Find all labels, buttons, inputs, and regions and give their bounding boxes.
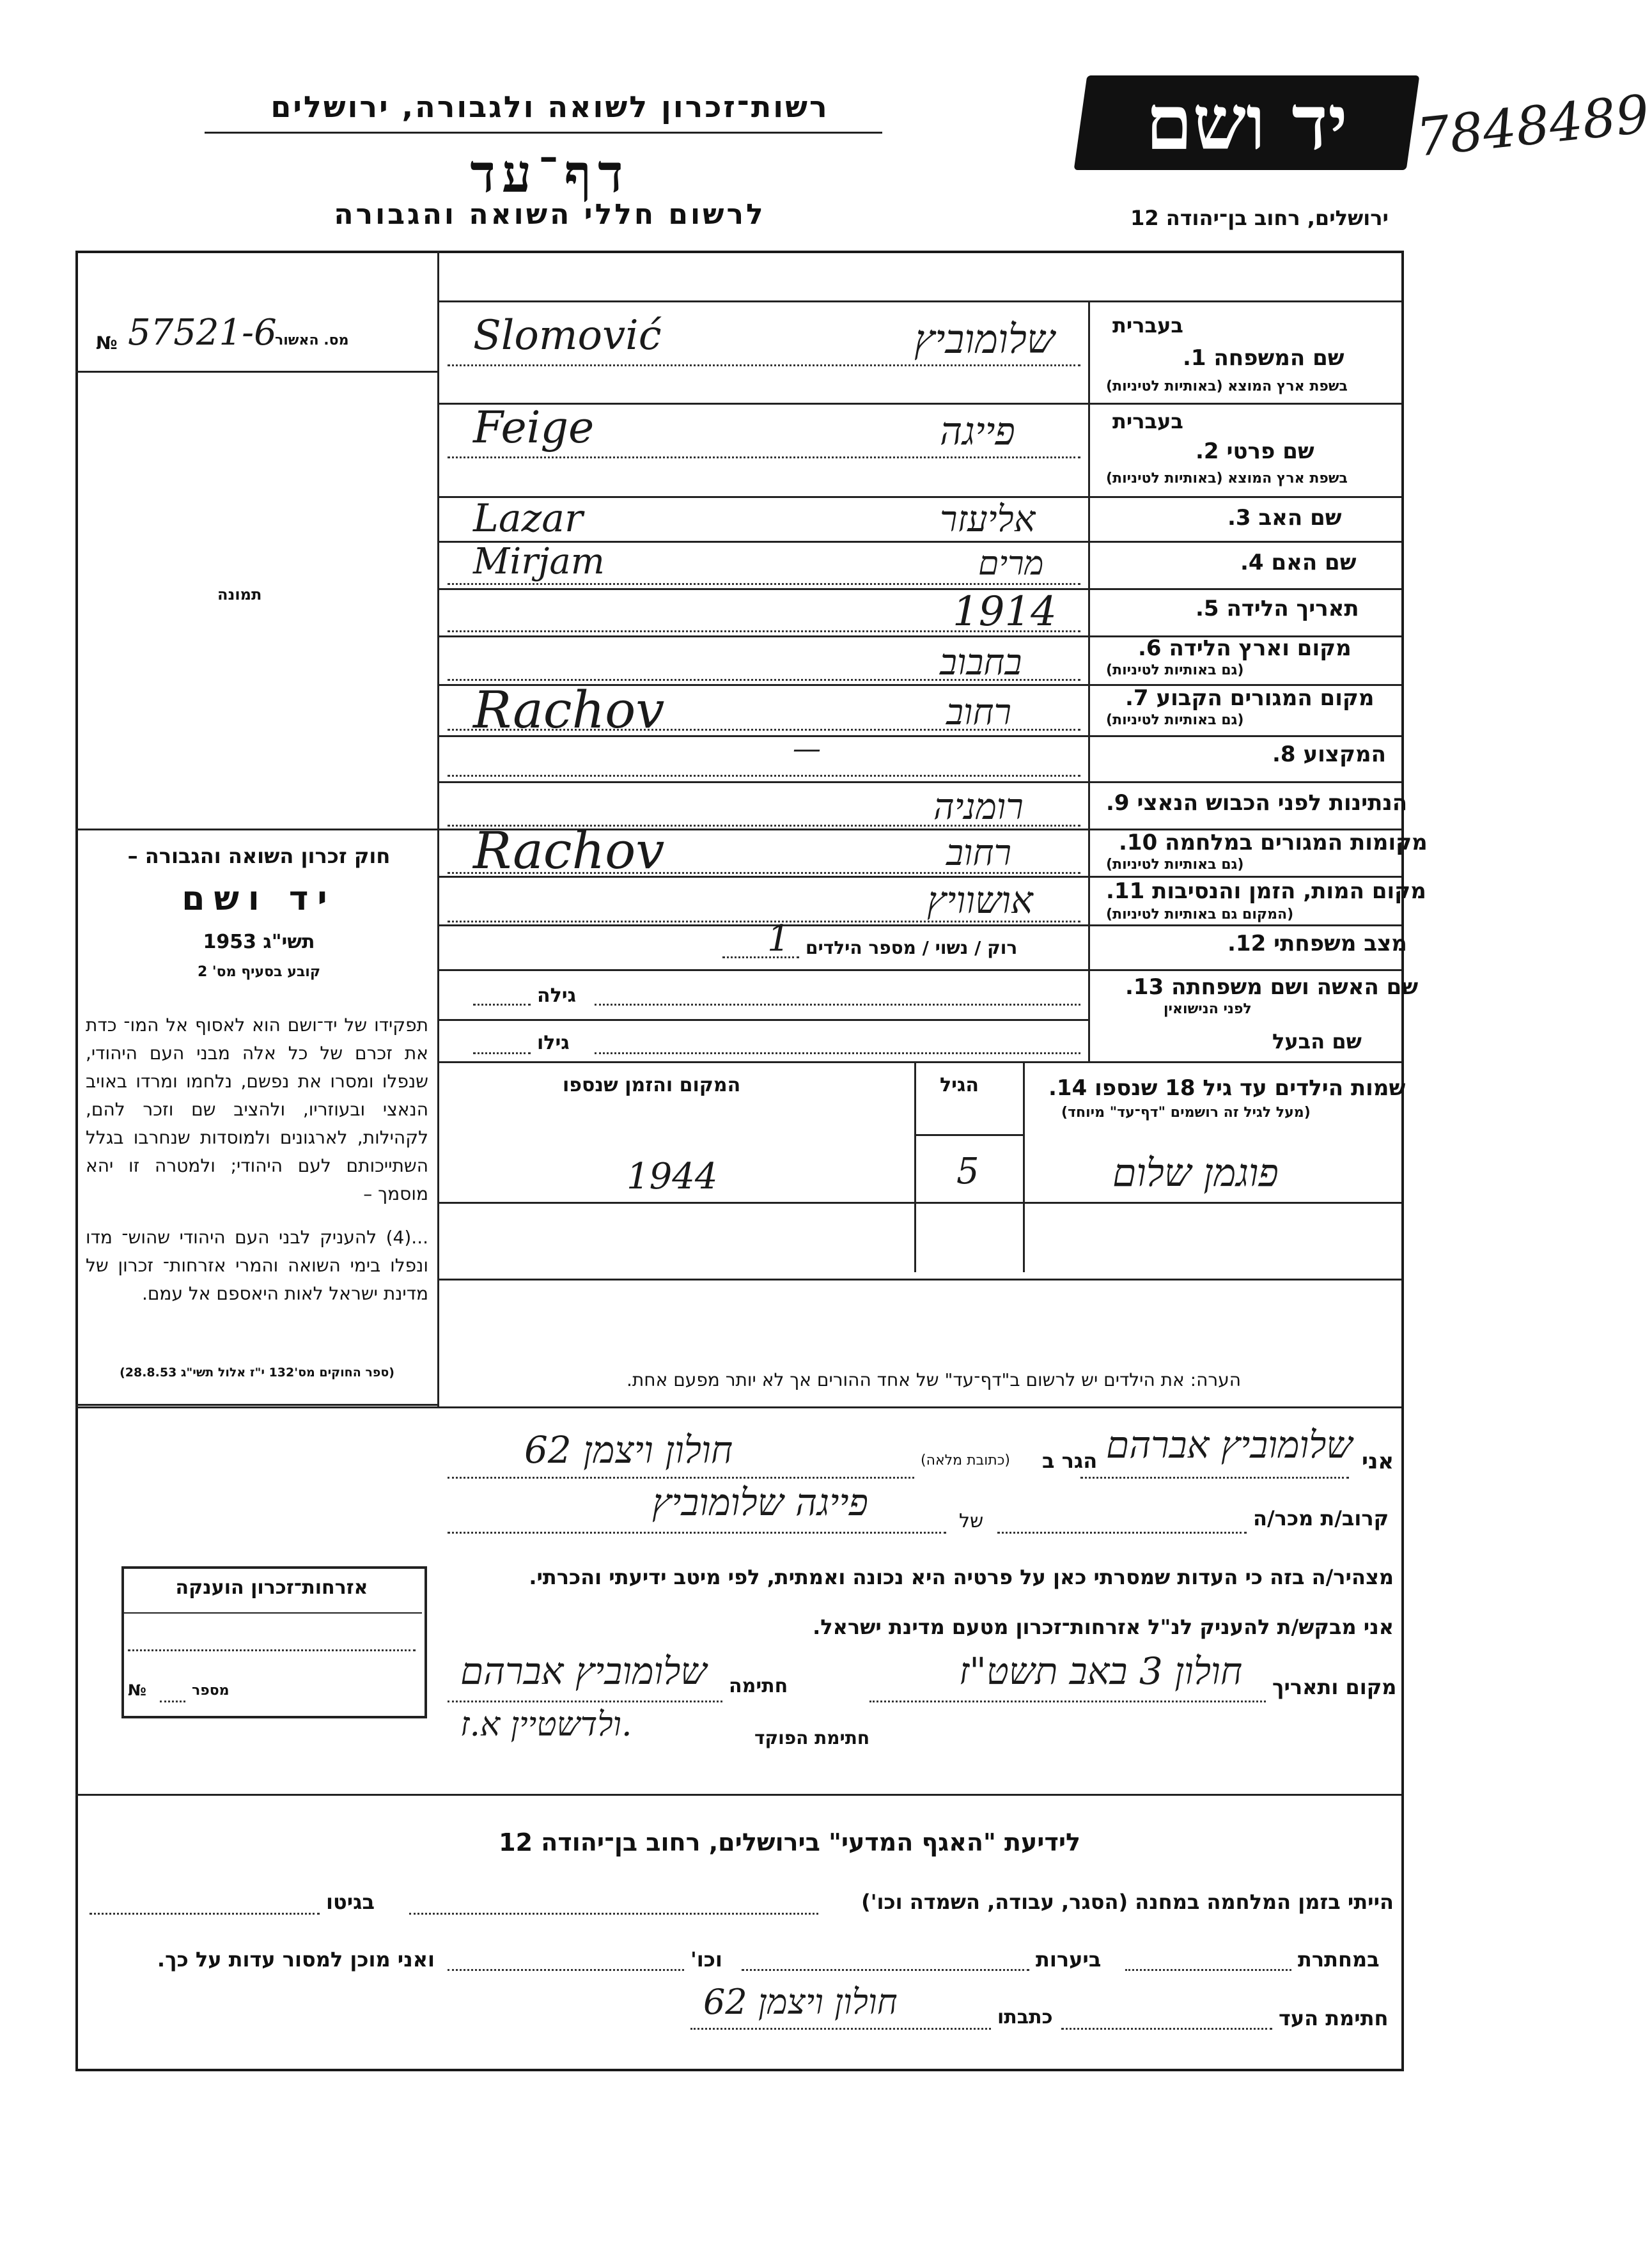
family-name-hebrew: שלומוביץ [914, 316, 1055, 362]
place-date-value: חולון 3 באב תשט"ז [959, 1649, 1243, 1693]
field-1-number: 1. [1183, 345, 1206, 371]
field-3-label [1227, 505, 1342, 531]
residence-latin: Rachov [473, 680, 665, 740]
law-text: תפקידו של יד־ושם הוא לאסוף אל המו־ כדת את זכרם של כל אלה מבני העם היהודי, שנפלו ומסרו את נפשם, נלחמו ומרדו באויב הנאצי ובעוזריו, ולהציב שם וזכר להם, לקהילות, לארגונים ולמוסדות שנחרבו בגלל השתייכותם לעם היהודי; ולמטרה זו יהא מוסמך – [86, 1015, 428, 1204]
field-13-sub: לפני הנישואין [1164, 1001, 1252, 1017]
field-10-label [1119, 830, 1428, 855]
decl-residing: הגר ב [1042, 1449, 1098, 1473]
field-14-label [1048, 1075, 1405, 1101]
father-name-latin: Lazar [473, 496, 583, 541]
citizenship-box-title: אזרחות־זכרון הוענקה [175, 1576, 368, 1599]
wife-name-label: שם האשה ושם משפחתה [1171, 974, 1419, 1000]
occupation-value: — [793, 733, 821, 765]
form-title: דף־עד [470, 143, 630, 205]
approval-no-sign: № [96, 332, 118, 354]
child-age: 5 [956, 1151, 979, 1192]
mother-name-label: שם האם [1271, 550, 1357, 575]
husband-name-label: שם הבעל [1272, 1029, 1362, 1054]
wife-age-label: גילה [537, 985, 576, 1007]
approval-number: 57521-6 [128, 312, 277, 354]
witness-address-label: כתבתו [997, 2006, 1053, 2028]
field-2-sub: בשפת ארץ המוצא (באותיות לטיניות) [1106, 471, 1348, 487]
residence-hebrew: רחוב [946, 692, 1011, 733]
mother-name-latin: Mirjam [473, 541, 605, 582]
death-place-label: מקום המות, הזמן והנסיבות [1152, 878, 1426, 904]
birth-date-label: תאריך הלידה [1226, 596, 1359, 621]
wartime-residence-label: מקומות המגורים במלחמה [1165, 830, 1428, 855]
decl-i: אני [1362, 1449, 1394, 1474]
field-1-label [1183, 345, 1344, 371]
father-name-hebrew: אליעזר [940, 499, 1036, 540]
field-1-sub: בשפת ארץ המוצא (באותיות לטיניות) [1106, 378, 1348, 394]
field-7-label [1125, 685, 1375, 711]
first-name-latin: Feige [473, 403, 595, 453]
family-name-latin: Slomović [473, 312, 662, 359]
field-6-sub: (גם באותיות לטיניות) [1106, 662, 1244, 678]
in-hebrew-label-2: בעברית [1112, 409, 1183, 433]
family-name-label: שם המשפחה [1213, 345, 1344, 371]
field-6-label [1138, 635, 1352, 661]
field-5-number: 5. [1196, 596, 1219, 621]
field-14-sub: (מעל לגיל זה רושמים "דף־עד" מיוחד) [1061, 1105, 1311, 1121]
mother-name-hebrew: מרים [978, 545, 1044, 583]
father-name-label: שם האב [1258, 505, 1342, 531]
field-11-sub: (המקום גם באותיות לטיניות) [1106, 907, 1294, 922]
children-names-label: שמות הילדים עד גיל 18 שנספו [1095, 1075, 1406, 1101]
citizenship-label: הנתינות לפני הכבוש הנאצי [1137, 790, 1408, 816]
children-count: 1 [767, 918, 790, 960]
field-2-number: 2. [1196, 439, 1219, 464]
note: הערה: את הילדים יש לרשום ב"דף־עד" של אחד ההורים אך לא יותר מפעם אחת. [627, 1369, 1242, 1390]
field-12-label [1227, 931, 1407, 956]
law-citation: (ספר החוקים מס'132 י"ז אלול תשי"ג 28.8.53) [120, 1366, 394, 1380]
field-10-sub: (גם באותיות לטיניות) [1106, 857, 1244, 873]
decl-of: של [959, 1510, 984, 1532]
field-13-label [1125, 974, 1418, 1000]
wartime-residence-hebrew: רחוב [946, 832, 1011, 874]
field-3-number: 3. [1227, 505, 1251, 531]
in-hebrew-label-1: בעברית [1112, 313, 1183, 338]
marital-status-label: מצב משפחתי [1274, 931, 1407, 956]
signature-label: חתימה [729, 1675, 788, 1697]
field-7-number: 7. [1125, 685, 1149, 711]
marital-status-options: רוק / נשוי / מספר הילדים [806, 937, 1018, 958]
field-6-number: 6. [1138, 635, 1162, 661]
inspector-signature-label: חתימת הפוקד [754, 1727, 870, 1748]
field-9-number: 9. [1106, 790, 1130, 816]
field-11-number: 11. [1106, 878, 1145, 904]
field-5-label [1196, 596, 1359, 621]
birth-place-label: מקום וארץ הלידה [1169, 635, 1352, 661]
death-place-hebrew: אושוויץ [927, 878, 1033, 922]
address: ירושלים, רחוב בן־יהודה 12 [1130, 206, 1389, 230]
witness-address-value: חולון ויצמן 62 [703, 1982, 898, 2022]
declarant-address: חולון ויצמן 62 [524, 1428, 733, 1472]
decl-statement-2: אני מבקש/ת להעניק לנ"ל אזרחות־זכרון מטעם מדינת ישראל. [813, 1615, 1394, 1639]
decl-statement-1: מצהיר/ה בזה כי העדות שמסרתי כאן על פרטיה היא נכונה ואמתית, לפי מיטב ידיעתי והכרתי. [529, 1565, 1394, 1589]
bottom-underground: במחתרת [1298, 1947, 1380, 1972]
first-name-hebrew: פייגה [940, 409, 1015, 454]
field-4-number: 4. [1240, 550, 1264, 575]
occupation-label: המקצוע [1303, 742, 1386, 767]
bottom-title: לידיעת "האגף המדעי" בירושלים, רחוב בן־יהודה 12 [499, 1828, 1080, 1857]
field-8-label [1272, 742, 1386, 767]
bottom-ready: ואני מוכן למסור עדות על כך. [157, 1947, 435, 1972]
citizenship-box-number: מספר [192, 1683, 230, 1699]
law-text-clause-4: ...(4) להעניק לבני העם היהודי שהוש־ מדו ונפלו בימי השואה והמרי אזרחות־ זכרון של מדינת ישראל לאות היאספם אל עמם. [86, 1227, 428, 1304]
archive-number: 7848489 [1414, 84, 1652, 169]
field-13-number: 13. [1125, 974, 1164, 1000]
residence-label: מקום המגורים הקבוע [1156, 685, 1375, 711]
field-4-label [1240, 550, 1357, 575]
deceased-name-ref: פייגה שלומוביץ [652, 1481, 869, 1524]
field-8-number: 8. [1272, 742, 1296, 767]
decl-relative: קרוב/ת מכר/ה [1253, 1506, 1389, 1530]
field-10-number: 10. [1119, 830, 1158, 855]
child-age-header: הגיל [940, 1074, 979, 1096]
law-name: יד ושם [182, 880, 336, 918]
law-clause: קובע בסעיף מס' 2 [197, 964, 321, 980]
bottom-ghetto: בגיטו [326, 1890, 375, 1914]
inspector-signature: ולדשטיין א.ז. [460, 1706, 632, 1744]
authority-name: רשות־זכרון לשואה ולגבורה, ירושלים [270, 90, 829, 124]
field-2-label [1196, 439, 1314, 464]
citizenship-hebrew: רומניה [933, 786, 1024, 828]
child-death-year: 1944 [627, 1156, 718, 1197]
field-12-number: 12. [1227, 931, 1266, 956]
witness-signature-label: חתימת העד [1279, 2006, 1389, 2030]
field-7-sub: (גם באותיות לטיניות) [1106, 712, 1244, 728]
photo-label: תמונה [217, 586, 262, 603]
field-9-label [1106, 790, 1407, 816]
child-place-header: המקום והזמן שנספו [563, 1074, 741, 1096]
approval-label: מס. האשור [275, 332, 349, 348]
declarant-signature: שלומוביץ אברהם [460, 1649, 707, 1693]
field-11-label [1106, 878, 1426, 904]
declarant-name: שלומוביץ אברהם [1106, 1423, 1353, 1467]
citizenship-box-no: № [128, 1681, 146, 1699]
logo-text: יד ושם [1145, 78, 1348, 167]
bottom-etc: וכו' [690, 1947, 722, 1972]
husband-age-label: גילו [537, 1032, 570, 1054]
field-14-number: 14. [1048, 1075, 1087, 1101]
law-title: חוק זכרון השואה והגבורה – [127, 844, 391, 868]
law-year: תשי"ג 1953 [203, 931, 315, 953]
birth-place-hebrew: בחבוב [940, 642, 1022, 683]
birth-date-value: 1914 [953, 588, 1057, 635]
bottom-camp-line: הייתי בזמן המלחמה במחנה (הסגר, עבודה, השמדה וכו') [861, 1890, 1394, 1914]
form-subtitle: לרשום חללי השואה והגבורה [334, 198, 766, 231]
wartime-residence-latin: Rachov [473, 821, 665, 880]
child-name: פוגמן שלום [1112, 1151, 1279, 1195]
first-name-label: שם פרטי [1226, 439, 1314, 464]
decl-address-hint: (כתובת מלאה) [921, 1452, 1010, 1468]
place-date-label: מקום ותאריך [1272, 1675, 1397, 1699]
bottom-forests: ביערות [1036, 1947, 1102, 1972]
